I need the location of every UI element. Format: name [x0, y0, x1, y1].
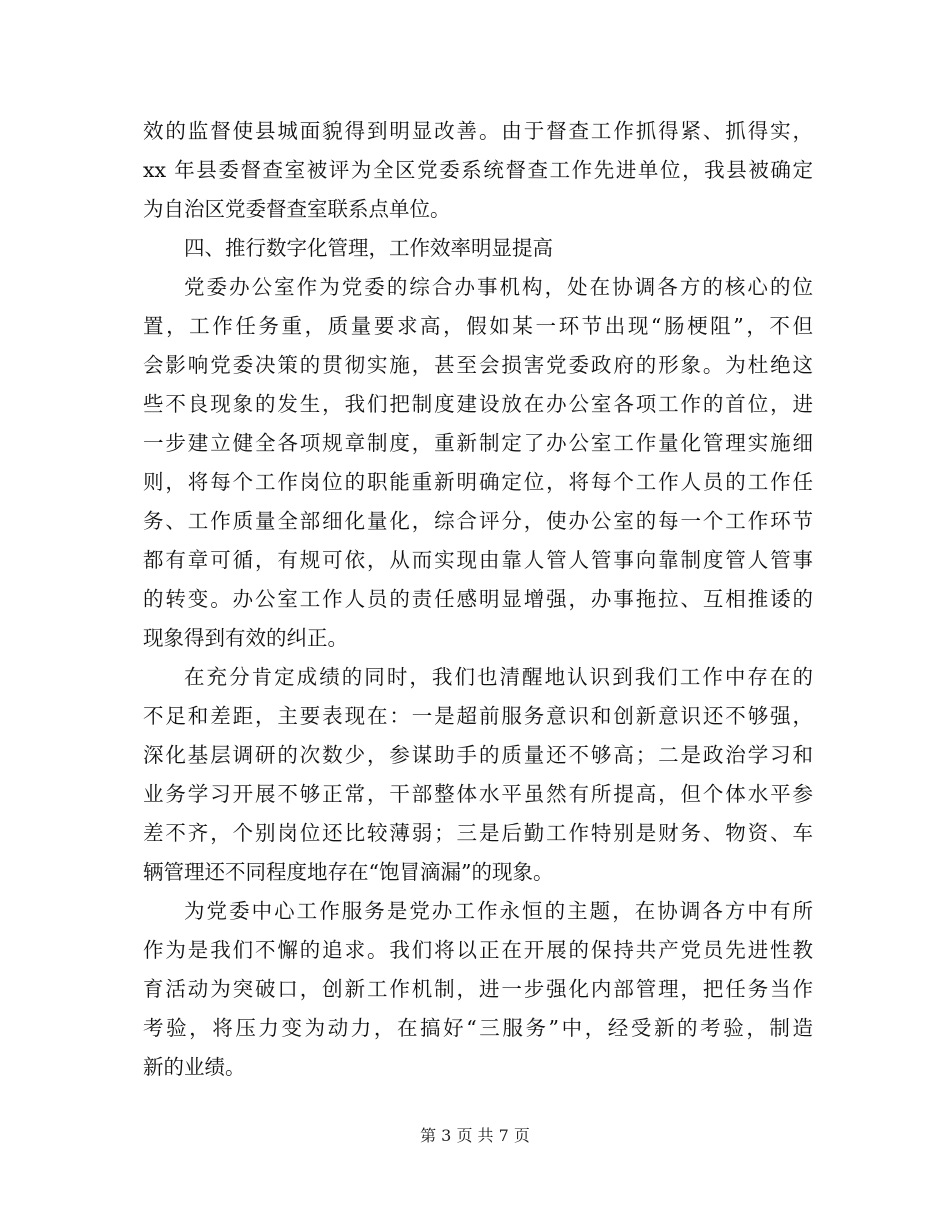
document-body — [143, 112, 813, 1087]
text-line: 育活动为突破口，创新工作机制，进一步强化内部管理，把任务当作 — [143, 977, 813, 1001]
text-line: 辆管理还不同程度地存在“饱冒滴漏”的现象。 — [143, 860, 554, 884]
text-line: 为党委中心工作服务是党办工作永恒的主题，在协调各方中有所 — [184, 899, 813, 923]
text-line: 在充分肯定成绩的同时，我们也清醒地认识到我们工作中存在的 — [184, 665, 813, 689]
section-heading: 四、推行数字化管理，工作效率明显提高 — [184, 236, 553, 260]
text-line: 效的监督使县城面貌得到明显改善。由于督查工作抓得紧、抓得实， — [143, 119, 813, 143]
text-line: 的转变。办公室工作人员的责任感明显增强，办事拖拉、互相推诿的 — [143, 587, 813, 611]
text-line: 深化基层调研的次数少，参谋助手的质量还不够高；二是政治学习和 — [143, 743, 813, 767]
text-line: xx 年县委督查室被评为全区党委系统督查工作先进单位，我县被确定 — [143, 158, 813, 182]
text-line: 不足和差距，主要表现在：一是超前服务意识和创新意识还不够强， — [143, 704, 813, 728]
text-line: 则，将每个工作岗位的职能重新明确定位，将每个工作人员的工作任 — [143, 470, 813, 494]
text-line: 都有章可循，有规可依，从而实现由靠人管人管事向靠制度管人管事 — [143, 548, 813, 572]
text-line: 一步建立健全各项规章制度，重新制定了办公室工作量化管理实施细 — [143, 431, 813, 455]
text-line: 新的业绩。 — [143, 1055, 246, 1079]
text-line: 差不齐，个别岗位还比较薄弱；三是后勤工作特别是财务、物资、车 — [143, 821, 813, 845]
page-number: 第 3 页 共 7 页 — [420, 1126, 530, 1145]
text-line: 作为是我们不懈的追求。我们将以正在开展的保持共产党员先进性教 — [143, 938, 813, 962]
text-line: 为自治区党委督查室联系点单位。 — [143, 197, 451, 221]
text-line: 党委办公室作为党委的综合办事机构，处在协调各方的核心的位 — [184, 275, 813, 299]
text-line: 现象得到有效的纠正。 — [143, 626, 348, 650]
text-line: 会影响党委决策的贯彻实施，甚至会损害党委政府的形象。为杜绝这 — [143, 353, 813, 377]
text-line: 考验，将压力变为动力，在搞好“三服务”中，经受新的考验，制造 — [143, 1016, 813, 1040]
text-line: 置，工作任务重，质量要求高，假如某一环节出现“肠梗阻”，不但 — [143, 314, 813, 338]
text-line: 业务学习开展不够正常，干部整体水平虽然有所提高，但个体水平参 — [143, 782, 813, 806]
text-line: 务、工作质量全部细化量化，综合评分，使办公室的每一个工作环节 — [143, 509, 813, 533]
text-line: 些不良现象的发生，我们把制度建设放在办公室各项工作的首位，进 — [143, 392, 813, 416]
